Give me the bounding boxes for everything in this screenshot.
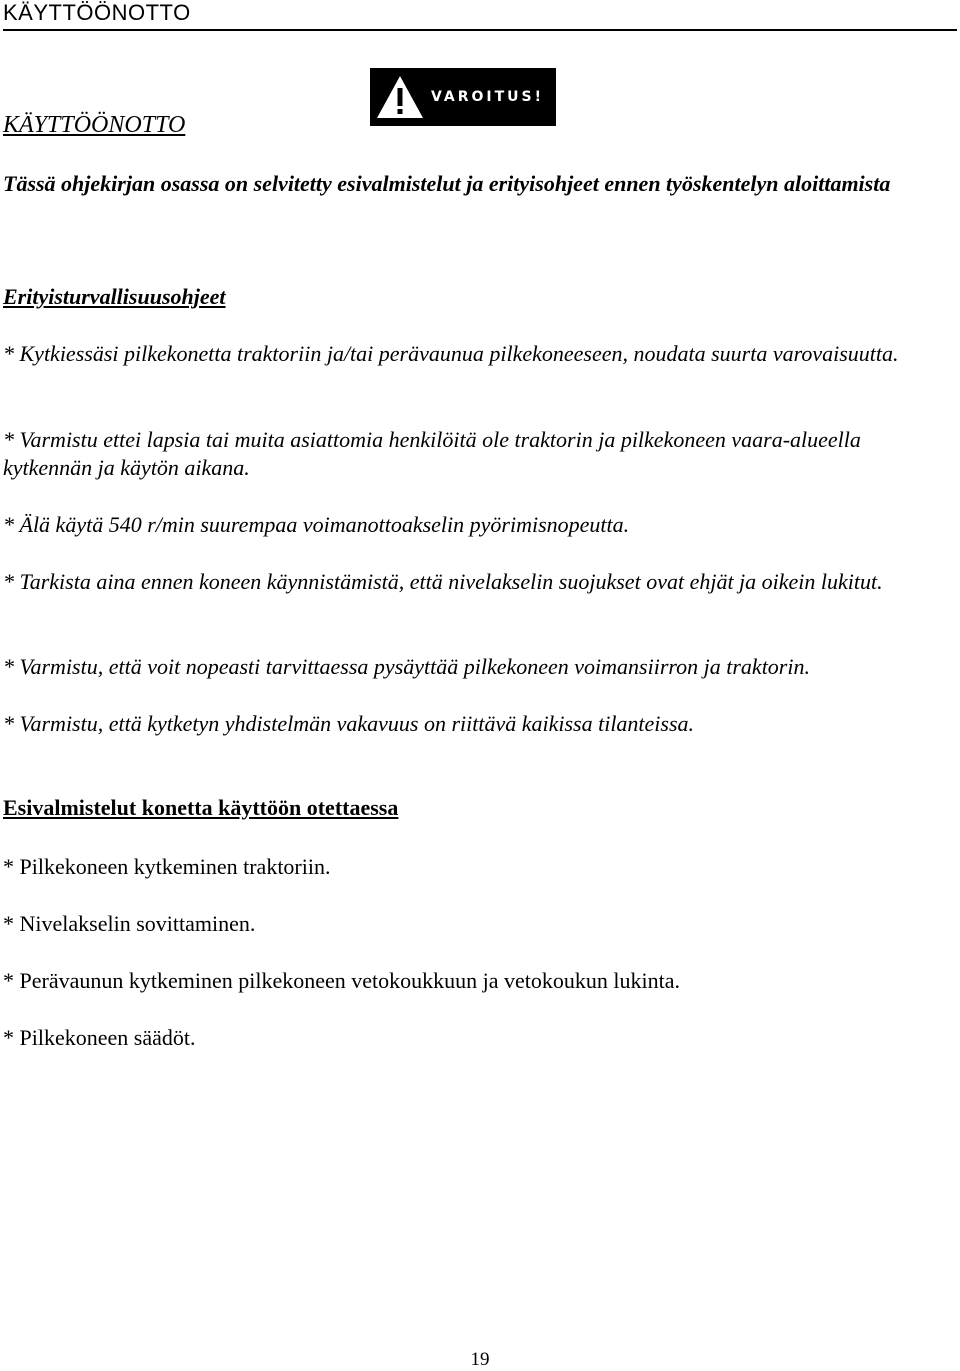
running-header: KÄYTTÖÖNOTTO xyxy=(3,0,957,31)
intro-text: Tässä ohjekirjan osassa on selvitetty esivalmistelut ja erityisohjeet ennen työskentelyn aloittamista xyxy=(3,171,891,196)
safety-item: * Kytkiessäsi pilkekonetta traktoriin ja/tai perävaunua pilkekoneeseen, noudata suurta varovaisuutta. xyxy=(3,341,899,366)
page-number: 19 xyxy=(470,1349,490,1370)
safety-item: * Älä käytä 540 r/min suurempaa voimanottoakselin pyörimisnopeutta. xyxy=(3,512,630,537)
safety-item: * Varmistu, että voit nopeasti tarvittaessa pysäyttää pilkekoneen voimansiirron ja traktorin. xyxy=(3,654,810,679)
safety-heading: Erityisturvallisuusohjeet xyxy=(3,284,226,309)
safety-item: * Varmistu ettei lapsia tai muita asiattomia henkilöitä ole traktorin ja pilkekoneen vaara-alueella kytkennän ja käytön aikana. xyxy=(3,427,861,480)
warning-triangle-icon xyxy=(375,74,425,120)
safety-item: * Tarkista aina ennen koneen käynnistämistä, että nivelakselin suojukset ovat ehjät ja oikein lukitut. xyxy=(3,569,883,594)
page-title: KÄYTTÖÖNOTTO xyxy=(3,112,186,138)
warning-banner xyxy=(370,68,556,126)
safety-item: * Varmistu, että kytketyn yhdistelmän vakavuus on riittävä kaikissa tilanteissa. xyxy=(3,711,695,736)
prep-heading: Esivalmistelut konetta käyttöön otettaessa xyxy=(3,795,399,820)
prep-item: * Pilkekoneen kytkeminen traktoriin. xyxy=(3,854,331,879)
prep-item: * Nivelakselin sovittaminen. xyxy=(3,911,256,936)
prep-item: * Pilkekoneen säädöt. xyxy=(3,1025,196,1050)
prep-item: * Perävaunun kytkeminen pilkekoneen vetokoukkuun ja vetokoukun lukinta. xyxy=(3,968,680,993)
warning-label: VAROITUS! xyxy=(431,89,544,105)
